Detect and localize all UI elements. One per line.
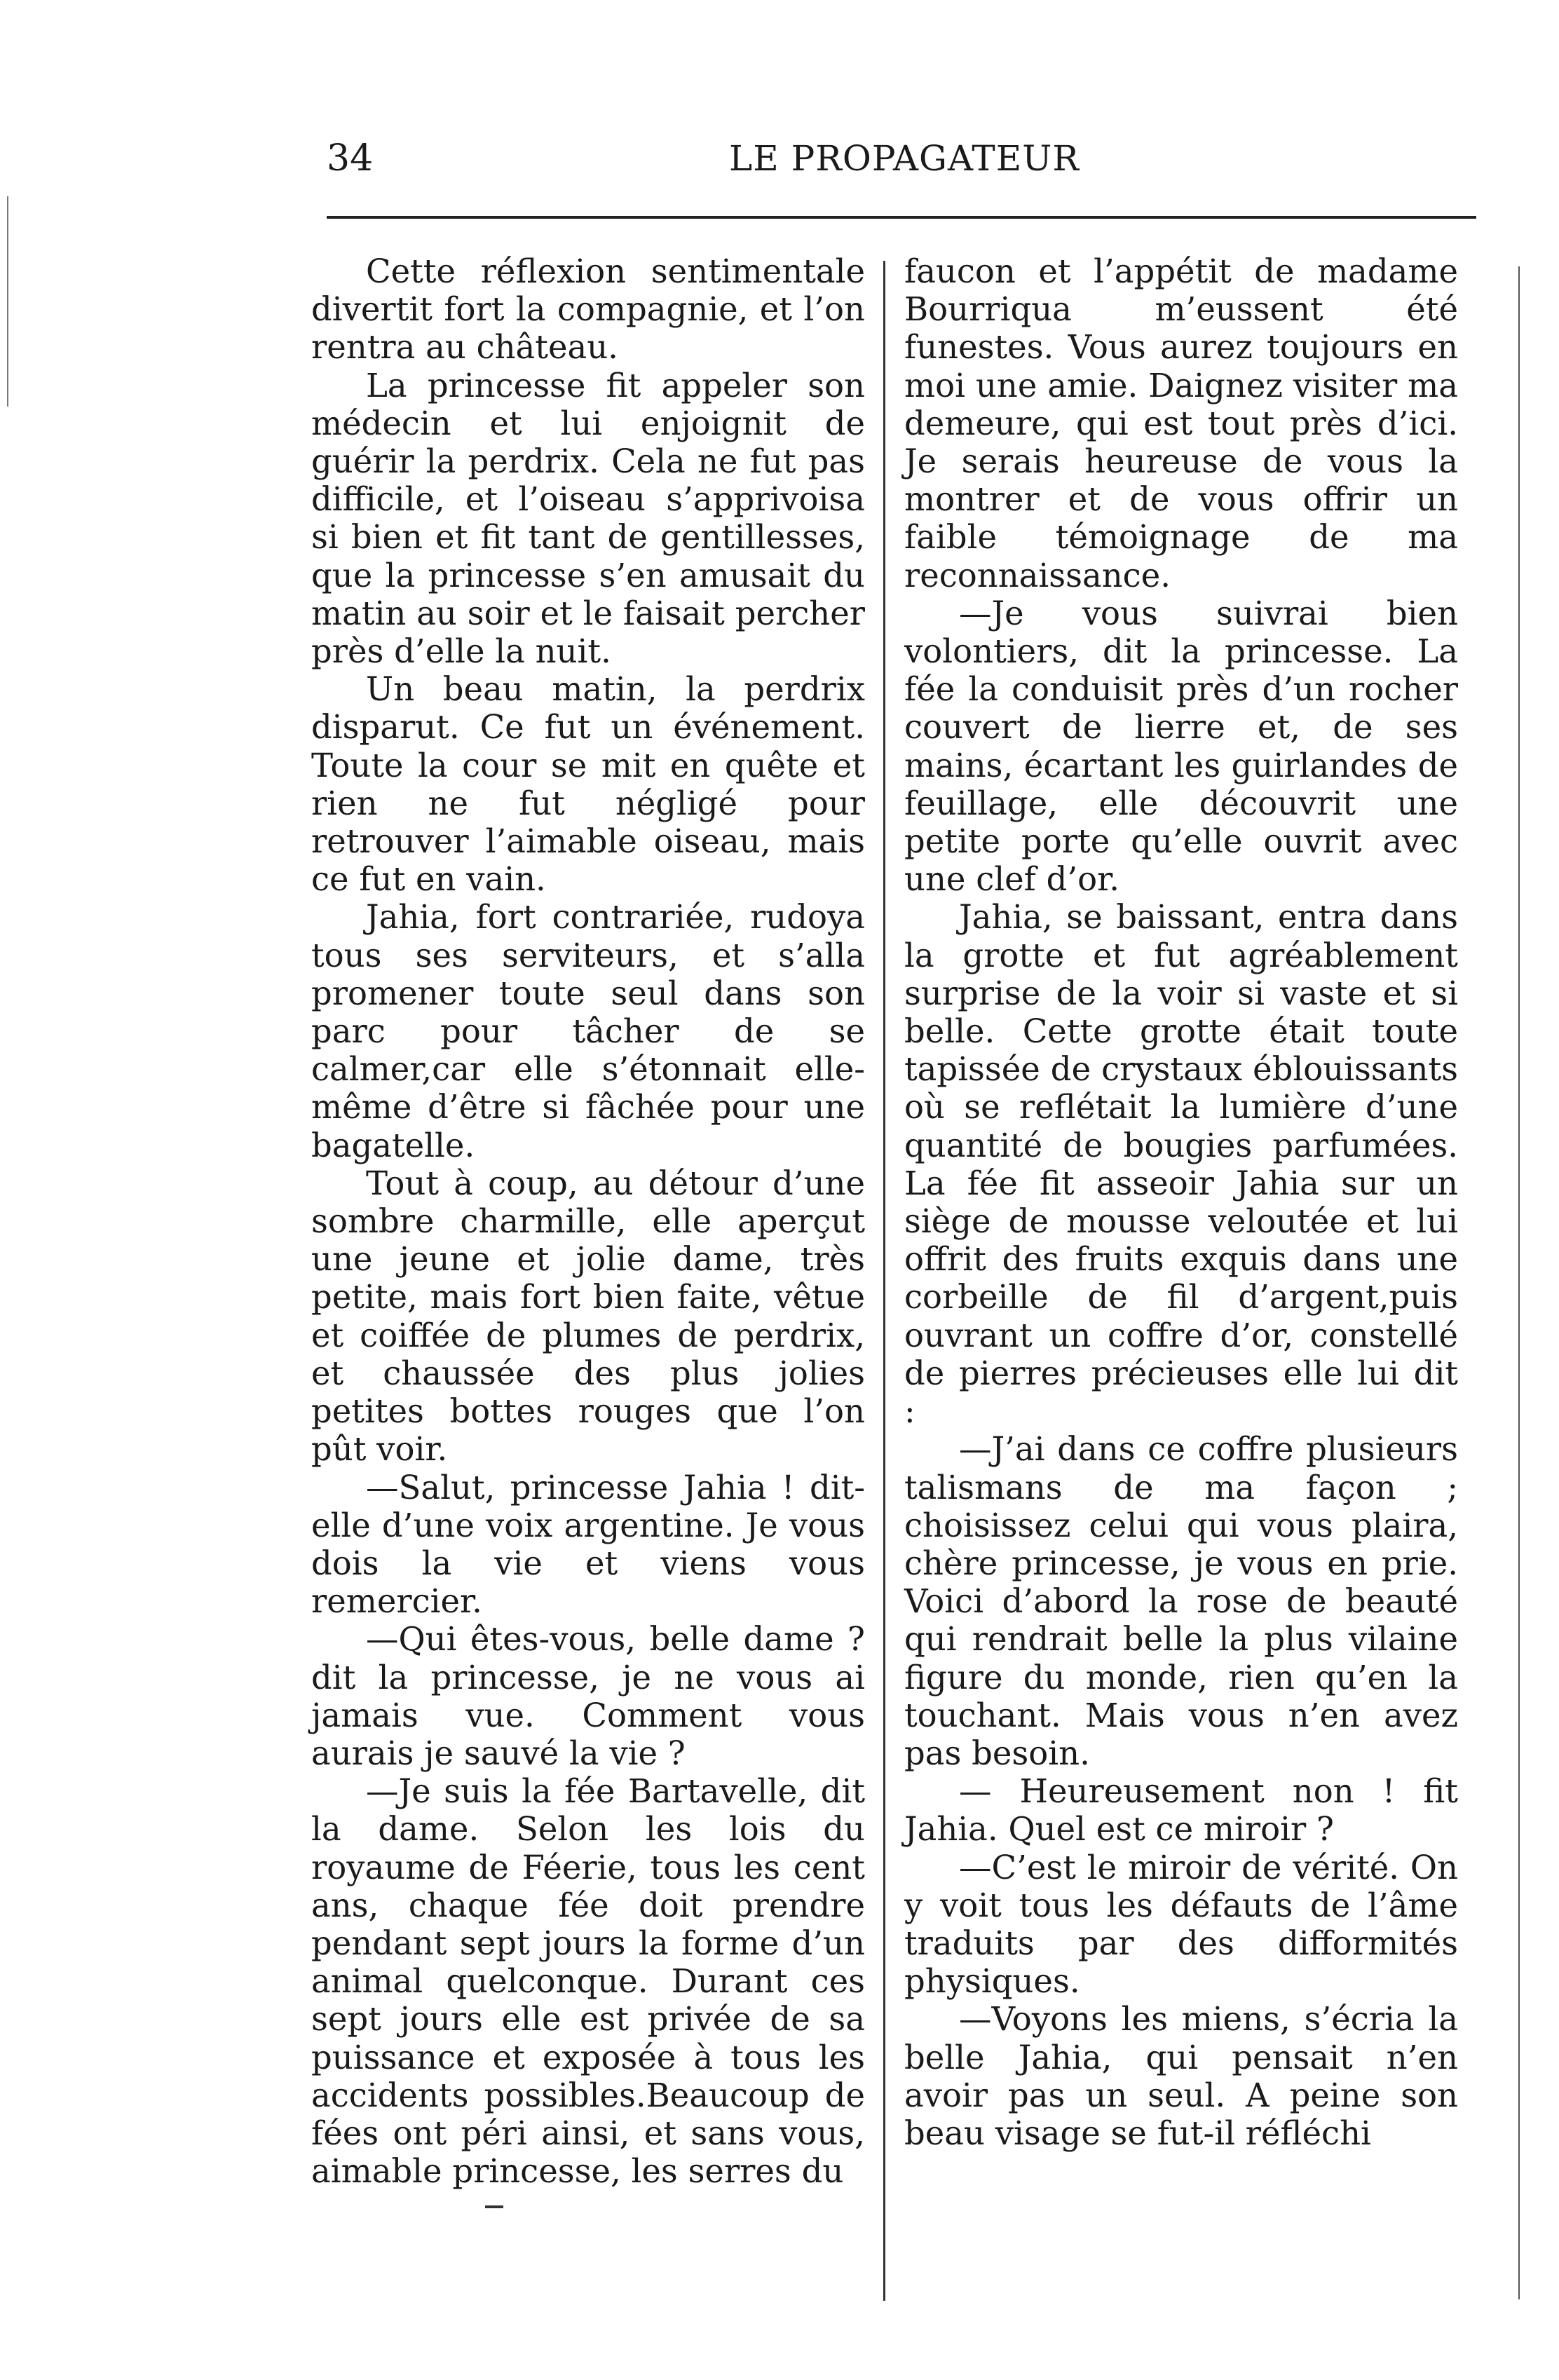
- paragraph: Cette réflexion sentimentale divertit fort la compagnie, et l’on rentra au château.: [311, 252, 865, 367]
- paragraph: — Heureusement non ! fit Jahia. Quel est ce miroir ?: [904, 1772, 1458, 1849]
- paragraph: —Salut, princesse Jahia ! dit-elle d’une voix argentine. Je vous dois la vie et viens vous remercier.: [311, 1468, 865, 1621]
- paragraph: Jahia, fort contrariée, rudoya tous ses serviteurs, et s’alla promener toute seul dans son parc pour tâcher de se calmer,car elle s’étonnait elle-même d’être si fâchée pour une bagatelle.: [311, 898, 865, 1164]
- running-title: LE PROPAGATEUR: [729, 138, 1080, 179]
- paragraph-continuation: faucon et l’appétit de madame Bourriqua m’eussent été funestes. Vous aurez toujours en moi une amie. Daignez visiter ma demeure, qui est tout près d’ici. Je serais heureuse de vous la montrer et de vous offrir un faible témoignage de ma reconnaissance.: [904, 252, 1458, 594]
- paragraph: Un beau matin, la perdrix disparut. Ce fut un événement. Toute la cour se mit en quête et rien ne fut négligé pour retrouver l’aimable oiseau, mais ce fut en vain.: [311, 670, 865, 899]
- paragraph: —C’est le miroir de vérité. On y voit tous les défauts de l’âme traduits par des difformités physiques.: [904, 1848, 1458, 2001]
- page-edge-rule: [1518, 266, 1520, 2299]
- paragraph: Jahia, se baissant, entra dans la grotte et fut agréablement surprise de la voir si vaste et si belle. Cette grotte était toute tapissée de crystaux éblouissants où se reflétait la lumière d’une quantité de bougies parfumées. La fée fit asseoir Jahia sur un siège de mousse veloutée et lui offrit des fruits exquis dans une corbeille de fil d’argent,puis ouvrant un coffre d’or, constellé de pierres précieuses elle lui dit :: [904, 898, 1458, 1431]
- paragraph: —Voyons les miens, s’écria la belle Jahia, qui pensait n’en avoir pas un seul. A peine son beau visage se fut-il réfléchi: [904, 2000, 1458, 2152]
- paragraph: —Je suis la fée Bartavelle, dit la dame. Selon les lois du royaume de Féerie, tous les cent ans, chaque fée doit prendre pendant sept jours la forme d’un animal quelconque. Durant ces sept jours elle est privée de sa puissance et exposée à tous les accidents possibles.Beaucoup de fées ont péri ainsi, et sans vous, aimable princesse, les serres du: [311, 1772, 865, 2191]
- column-rule: [883, 261, 885, 2301]
- page-edge-rule-left: [7, 196, 8, 407]
- paragraph: Tout à coup, au détour d’une sombre charmille, elle aperçut une jeune et jolie dame, très petite, mais fort bien faite, vêtue et coiffée de plumes de perdrix, et chaussée des plus jolies petites bottes rouges que l’on pût voir.: [311, 1164, 865, 1469]
- right-text-column: [904, 252, 1458, 2152]
- paragraph: —J’ai dans ce coffre plusieurs talismans de ma façon ; choisissez celui qui vous plaira, chère princesse, je vous en prie. Voici d’abord la rose de beauté qui rendrait belle la plus vilaine figure du monde, rien qu’en la touchant. Mais vous n’en avez pas besoin.: [904, 1430, 1458, 1772]
- bottom-mark: [485, 2205, 503, 2208]
- paragraph: La princesse fit appeler son médecin et lui enjoignit de guérir la perdrix. Cela ne fut pas difficile, et l’oiseau s’apprivoisa si bien et fit tant de gentillesses, que la princesse s’en amusait du matin au soir et le faisait percher près d’elle la nuit.: [311, 366, 865, 671]
- page-number: 34: [327, 137, 374, 179]
- paragraph: —Qui êtes-vous, belle dame ? dit la princesse, je ne vous ai jamais vue. Comment vous aurais je sauvé la vie ?: [311, 1620, 865, 1772]
- paragraph: —Je vous suivrai bien volontiers, dit la princesse. La fée la conduisit près d’un rocher couvert de lierre et, de ses mains, écartant les guirlandes de feuillage, elle découvrit une petite porte qu’elle ouvrit avec une clef d’or.: [904, 594, 1458, 899]
- header-rule: [327, 216, 1476, 219]
- left-text-column: [311, 252, 865, 2190]
